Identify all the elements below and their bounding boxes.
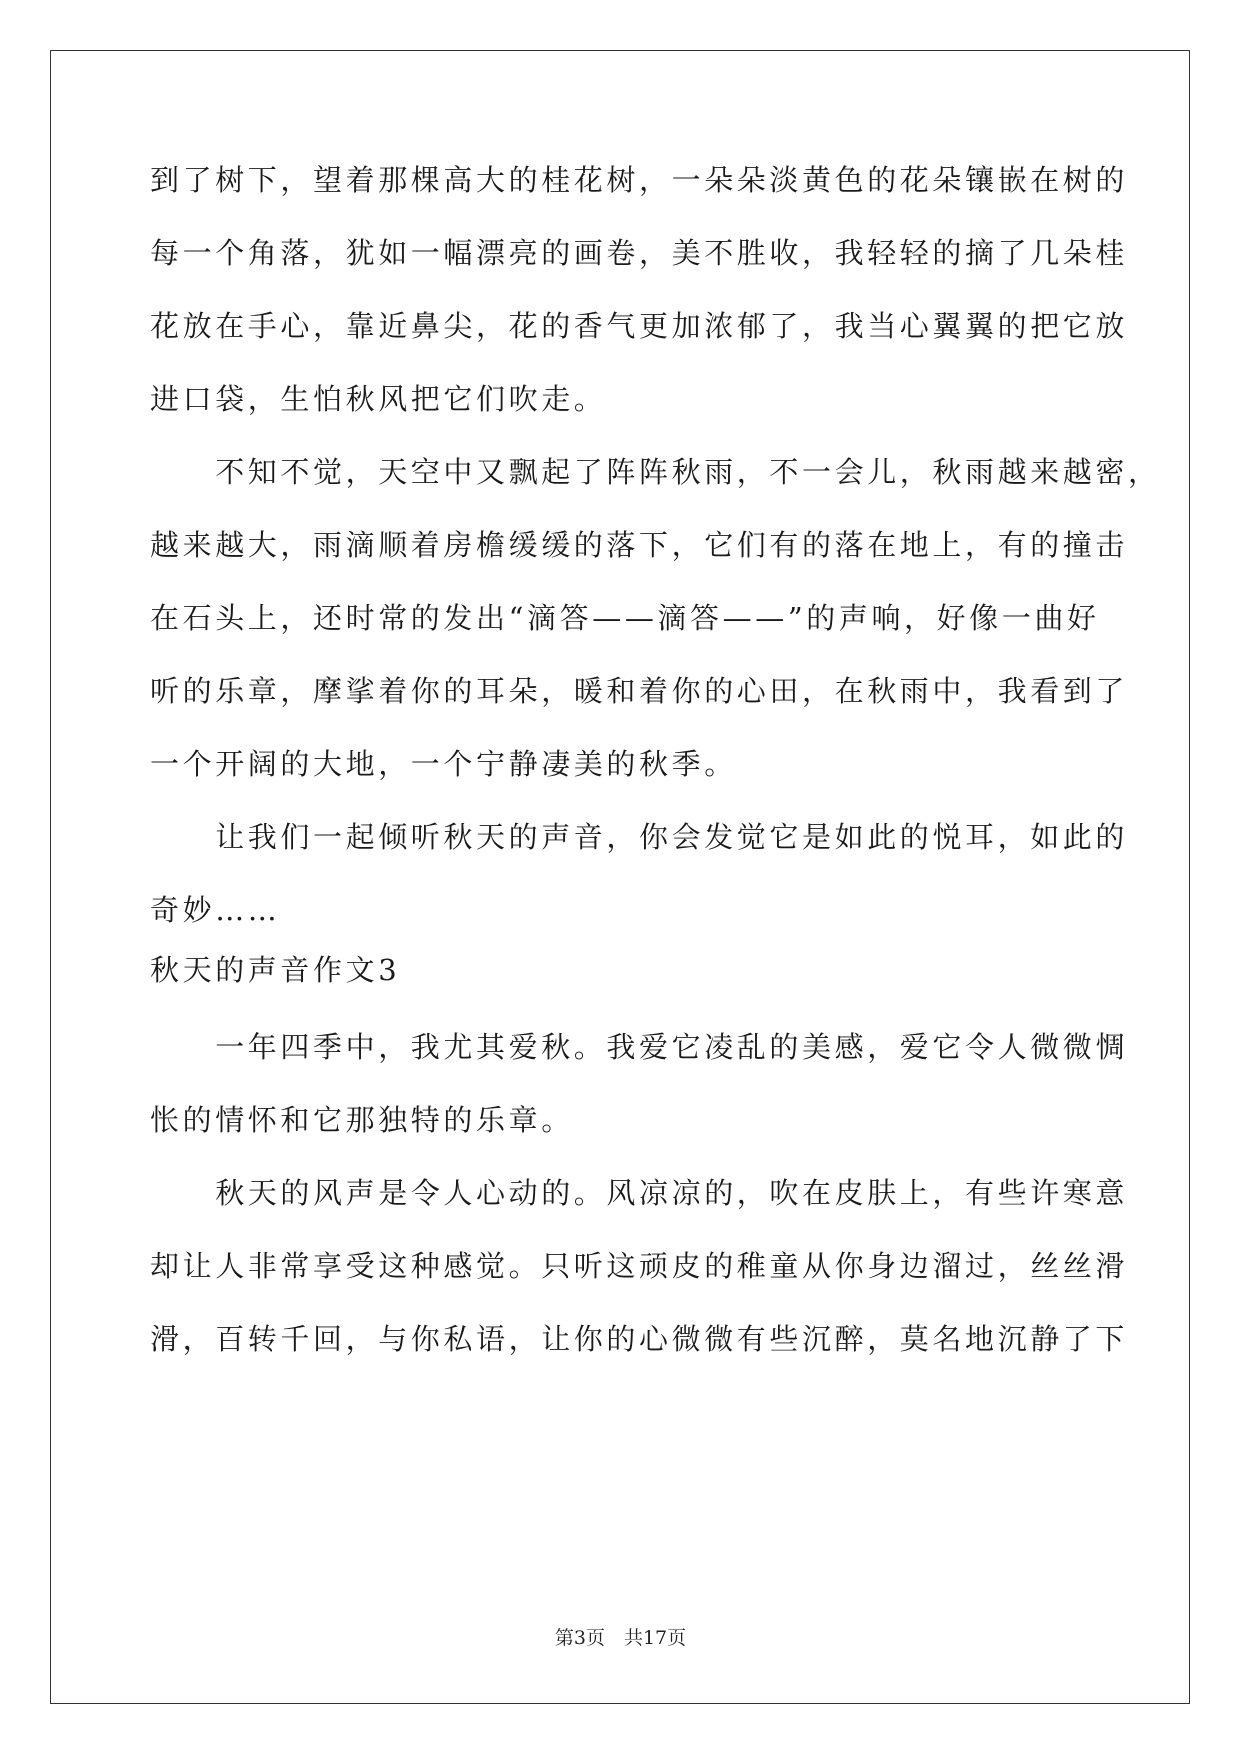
text-line: 进口袋，生怕秋风把它们吹走。 xyxy=(150,382,607,416)
text-line: 每一个角落，犹如一幅漂亮的画卷，美不胜收，我轻轻的摘了几朵桂 xyxy=(150,236,1129,270)
text-line: 却让人非常享受这种感觉。只听这顽皮的稚童从你身边溜过，丝丝滑 xyxy=(150,1249,1129,1283)
text-line: 奇妙…… xyxy=(150,893,281,927)
text-line: 怅的情怀和它那独特的乐章。 xyxy=(150,1103,574,1137)
text-line: 秋天的风声是令人心动的。风凉凉的，吹在皮肤上，有些许寒意 xyxy=(150,1176,1129,1210)
text-line: 越来越大，雨滴顺着房檐缓缓的落下，它们有的落在地上，有的撞击 xyxy=(150,528,1129,562)
text-line: 滑，百转千回，与你私语，让你的心微微有些沉醉，莫名地沉静了下 xyxy=(150,1322,1129,1356)
text-line: 在石头上，还时常的发出“滴答——滴答——”的声响，好像一曲好 xyxy=(150,601,1100,635)
text-line: 听的乐章，摩挲着你的耳朵，暖和着你的心田，在秋雨中，我看到了 xyxy=(150,674,1129,708)
text-line: 让我们一起倾听秋天的声音，你会发觉它是如此的悦耳，如此的 xyxy=(150,820,1129,854)
text-line: 一年四季中，我尤其爱秋。我爱它凌乱的美感，爱它令人微微惆 xyxy=(150,1030,1129,1064)
text-line: 到了树下，望着那棵高大的桂花树，一朵朵淡黄色的花朵镶嵌在树的 xyxy=(150,163,1129,197)
text-line: 一个开阔的大地，一个宁静凄美的秋季。 xyxy=(150,747,737,781)
page-number-footer: 第3页 共17页 xyxy=(554,1627,687,1649)
section-heading: 秋天的声音作文3 xyxy=(150,953,401,987)
text-line: 不知不觉，天空中又飘起了阵阵秋雨，不一会儿，秋雨越来越密， xyxy=(150,455,1161,489)
text-line: 花放在手心，靠近鼻尖，花的香气更加浓郁了，我当心翼翼的把它放 xyxy=(150,309,1129,343)
page-border xyxy=(50,50,1190,1704)
